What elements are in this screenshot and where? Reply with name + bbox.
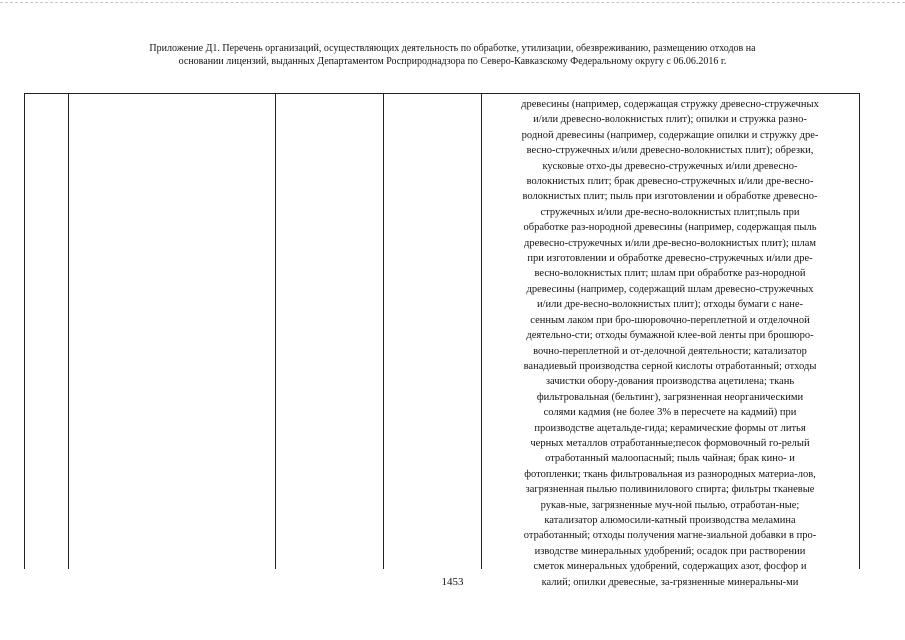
waste-text-line: вочно-переплетной и от-делочной деятельности; катализатор [533,345,807,357]
waste-text-line: стружечных и/или дре-весно-волокнистых плит;пыль при [540,206,800,218]
waste-text-line: обработке раз-нородной древесины (например, содержащая пыль [523,222,817,234]
scan-top-edge [0,2,905,4]
column-divider-3 [383,94,384,569]
waste-text-line: отработанный; отходы получения магне-зиальной добавки в про- [523,530,817,542]
waste-text-line: изводстве минеральных удобрений; осадок при растворении [534,545,806,557]
waste-text-line: родной древесины (например, содержащие опилки и стружку дре- [521,129,819,141]
waste-text-line: весно-стружечных и/или древесно-волокнистых плит); обрезки, [526,145,814,157]
waste-text-line: волокнистых плит; пыль при изготовлении и обработке древесно- [522,191,818,203]
waste-text-line: при изготовлении и обработке древесно-стружечных и/или дре- [527,253,813,265]
waste-text-line: кусковые отхо-ды древесно-стружечных и/или древесно- [542,160,798,172]
waste-text-line: деятельно-сти; отходы бумажной клее-вой ленты при брошюро- [526,330,814,342]
waste-text-line: фильтровальная (бельтинг), загрязненная неорганическими [536,391,804,403]
document-caption [60,42,845,68]
waste-text-line: сметок минеральных удобрений, содержащих азот, фосфор и [533,561,807,573]
caption-line-2: основании лицензий, выданных Департаментом Росприроднадзора по Северо-Кавказскому Федеральному округу с 06.06.2016 г. [178,56,727,67]
waste-text-line: производстве ацетальде-гида; керамические формы от литья [534,422,806,434]
waste-text-line: солями кадмия (не более 3% в пересчете на кадмий) при [543,407,797,419]
waste-types-cell [484,97,856,590]
column-divider-1 [68,94,69,569]
waste-text-line: фотопленки; ткань фильтровальная из разнородных материа-лов, [524,468,816,480]
waste-text-line: катализатор алюмосили-катный производства меламина [544,514,796,526]
column-divider-4 [481,94,482,569]
waste-text-line: калий; опилки древесные, за-грязненные минеральны-ми [541,576,799,588]
column-divider-2 [275,94,276,569]
waste-text-line: весно-волокнистых плит; шлам при обработке раз-нородной [534,268,806,280]
waste-text-line: древесины (например, содержащий шлам древесно-стружечных [526,283,814,295]
waste-text-line: и/или древесно-волокнистых плит); опилки и стружка разно- [533,114,807,126]
waste-text-line: отработанный малоопасный; пыль чайная; брак кино- и [545,453,795,465]
waste-text-line: древесины (например, содержащая стружку древесно-стружечных [521,99,819,110]
waste-text-line: и/или дре-весно-волокнистых плит); отходы бумаги с нане- [536,299,804,311]
page-number: 1453 [441,576,464,588]
waste-text-line: волокнистых плит; брак древесно-стружечных и/или дре-весно- [526,176,814,188]
caption-line-1: Приложение Д1. Перечень организаций, осуществляющих деятельность по обработке, утилизации, обезвреживанию, размещению отходов на [149,43,756,54]
waste-text-line: черных металлов отработанные;песок формовочный го-релый [530,437,810,449]
waste-text-line: ванадиевый производства серной кислоты отработанный; отходы [523,360,817,372]
waste-text-line: загрязненная пылью поливинилового спирта; фильтры тканевые [525,484,815,496]
waste-text-line: зачистки обору-дования производства ацетилена; ткань [545,376,795,388]
waste-text-line: древесно-стружечных и/или дре-весно-волокнистых плит); шлам [523,237,817,249]
waste-text-line: рукав-ные, загрязненные муч-ной пылью, отработан-ные; [540,499,800,511]
waste-text-line: сенным лаком при бро-шюровочно-переплетной и отделочной [530,314,810,326]
